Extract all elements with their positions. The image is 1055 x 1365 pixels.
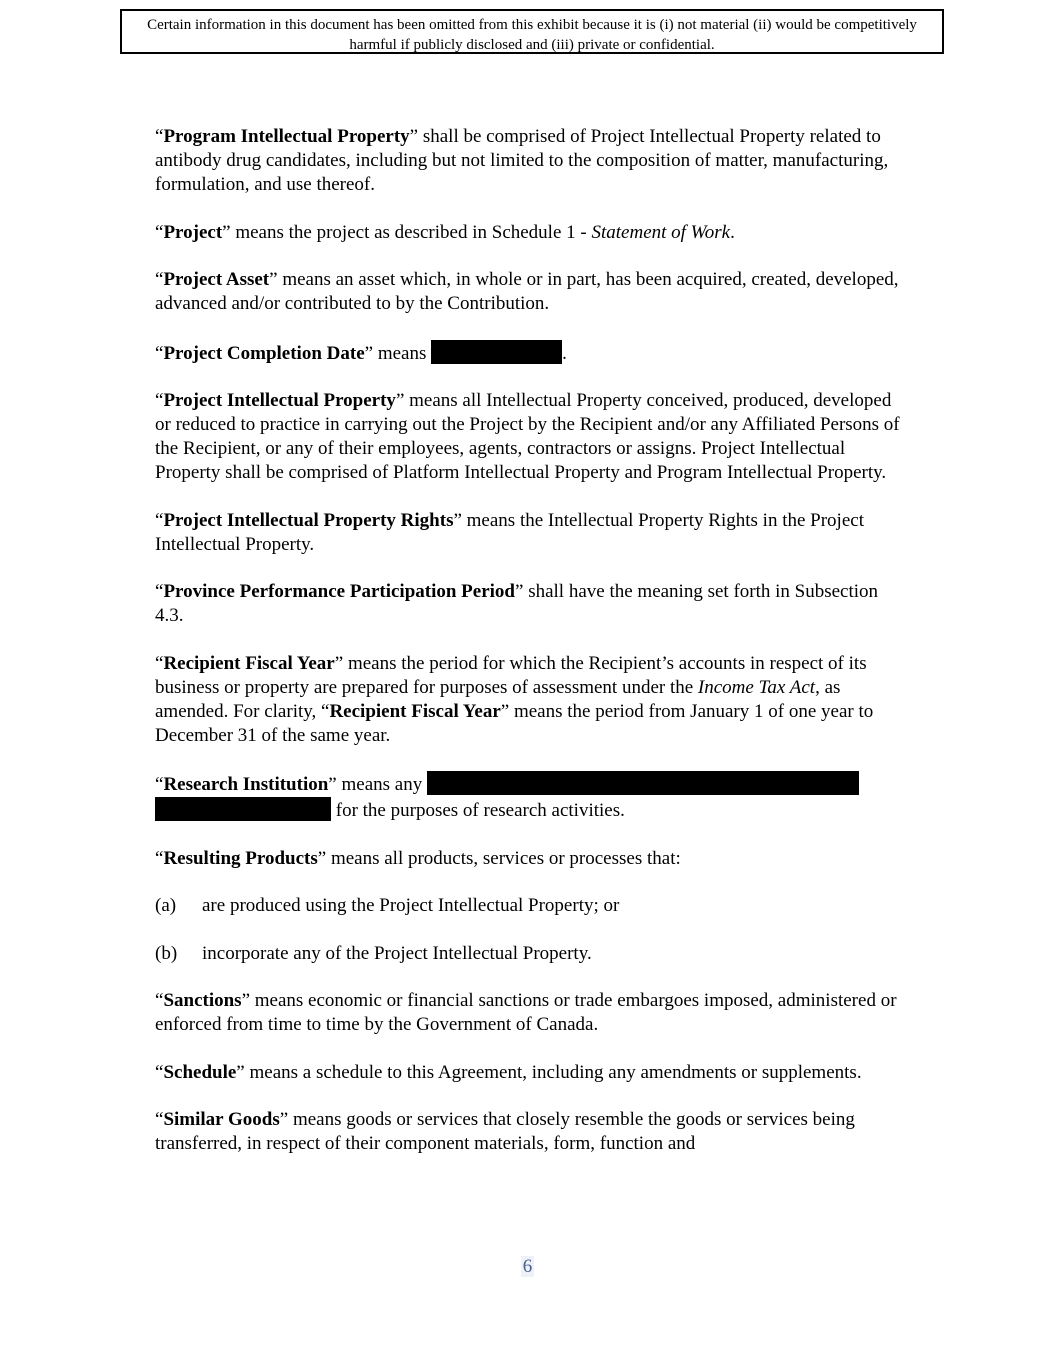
- list-item: (a) are produced using the Project Intellectual Property; or: [155, 895, 620, 916]
- definition-project-ip: “Project Intellectual Property” means all Intellectual Property conceived, produced, developed or reduced to practice in carrying out the Project by the Recipient and/or any Affiliated Persons of the Recipient, or any of their employees, agents, contractors or assigns. Project Intellectual Property shall be comprised of Platform Intellectual Property and Program Intellectual Property.: [155, 390, 900, 483]
- list-item: (b) incorporate any of the Project Intellectual Property.: [155, 942, 592, 964]
- definition-project-ip-rights: “Project Intellectual Property Rights” means the Intellectual Property Rights in the Project Intellectual Property.: [155, 509, 864, 555]
- definition-research-institution: “Research Institution” means any for the purposes of research activities.: [155, 771, 900, 823]
- definition-schedule: “Schedule” means a schedule to this Agreement, including any amendments or supplements.: [155, 1061, 862, 1083]
- redaction-box: [155, 797, 331, 821]
- redaction-box: [427, 771, 859, 795]
- definition-fiscal-year: “Recipient Fiscal Year” means the period for which the Recipient’s accounts in respect of its business or property are prepared for purposes of assessment under the Income Tax Act, as amended. For clarity, “Recipient Fiscal Year” means the period from January 1 of one year to December 31 of the same year.: [155, 652, 874, 746]
- page-number: 6: [522, 1256, 533, 1277]
- definition-similar-goods: “Similar Goods” means goods or services that closely resemble the goods or services being transferred, in respect of their component materials, form, function and: [155, 1109, 855, 1154]
- definition-resulting-products: “Resulting Products” means all products, services or processes that:: [155, 847, 681, 869]
- definition-program-ip: “Program Intellectual Property” shall be comprised of Project Intellectual Property related to antibody drug candidates, including but not limited to the composition of matter, manufacturing, formulation, and use thereof.: [155, 126, 889, 195]
- confidentiality-notice: Certain information in this document has been omitted from this exhibit because it is (i) not material (ii) would be competitively harmful if publicly disclosed and (iii) private or confidential.: [120, 9, 944, 54]
- definition-project-asset: “Project Asset” means an asset which, in whole or in part, has been acquired, created, developed, advanced and/or contributed to by the Contribution.: [155, 269, 899, 314]
- definition-project: “Project” means the project as described in Schedule 1 - Statement of Work.: [155, 221, 735, 243]
- definition-province-period: “Province Performance Participation Period” shall have the meaning set forth in Subsection 4.3.: [155, 581, 879, 626]
- definition-completion-date: “Project Completion Date” means .: [155, 340, 900, 366]
- document-body: [155, 125, 900, 1180]
- redaction-box: [431, 340, 562, 364]
- definition-sanctions: “Sanctions” means economic or financial sanctions or trade embargoes imposed, administered or enforced from time to time by the Government of Canada.: [155, 990, 897, 1035]
